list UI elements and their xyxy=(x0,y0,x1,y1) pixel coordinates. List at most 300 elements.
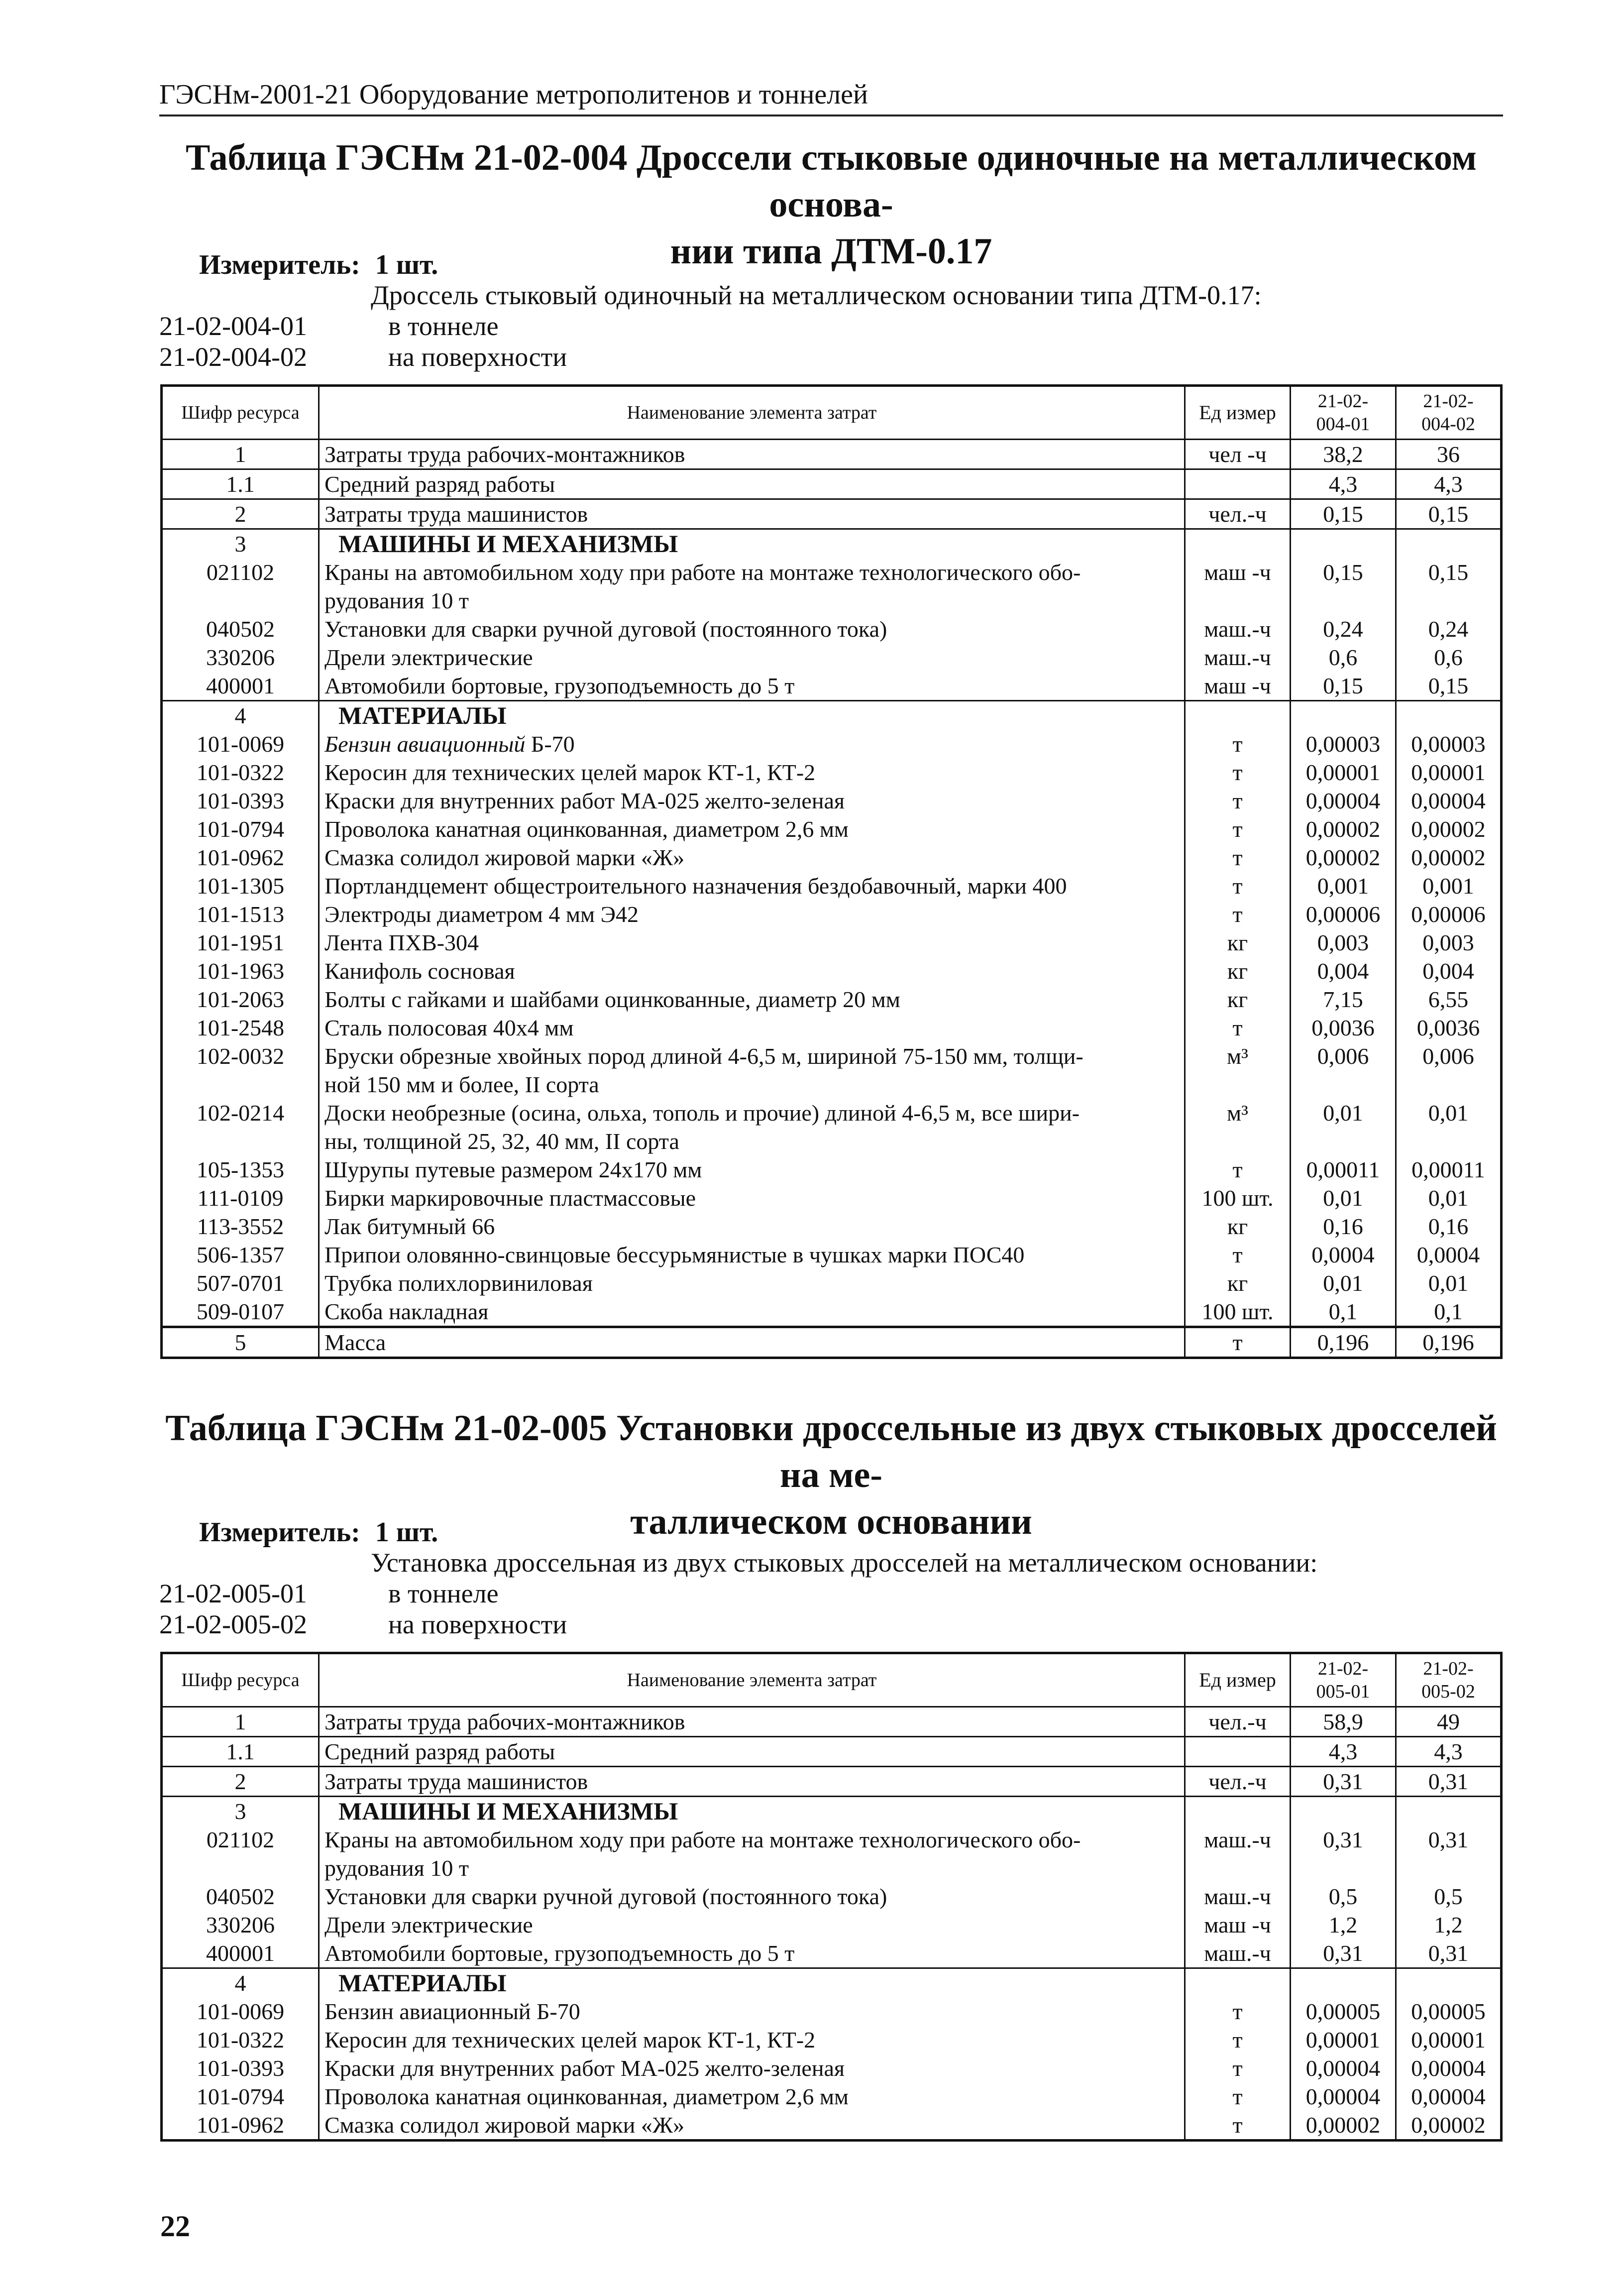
table1-row xyxy=(162,701,1502,730)
table2-cell-variant-2: 0,31 xyxy=(1396,1825,1502,1882)
table1-row xyxy=(162,985,1502,1014)
table1-row xyxy=(162,1212,1502,1241)
table1-header-variant-1-a: 21-02- xyxy=(1317,391,1369,412)
table1-cell-variant-2: 0,003 xyxy=(1396,928,1502,957)
table1-cell-code: 1 xyxy=(162,440,319,469)
table2-cell-name-text: МАТЕРИАЛЫ xyxy=(338,1969,507,1997)
table1-title-line1: Таблица ГЭСНм 21-02-004 Дроссели стыковые одиночные на металлическом основа- xyxy=(185,137,1477,225)
table1-cell-name xyxy=(319,900,1185,928)
table2-variant-2 xyxy=(159,1609,567,1640)
table1-cell-code: 506-1357 xyxy=(162,1241,319,1269)
table1-cell-name-text: Масса xyxy=(325,1330,386,1355)
table1-cell-name-text: Бруски обрезные хвойных пород длиной 4-6,5 м, шириной 75-150 мм, толщи- xyxy=(325,1043,1083,1069)
table1-cell-code: 040502 xyxy=(162,615,319,643)
table1-cell-code: 101-0794 xyxy=(162,815,319,843)
table1-row xyxy=(162,928,1502,957)
table2-cell-variant-2: 0,31 xyxy=(1396,1767,1502,1797)
table1-variant-1-text: в тоннеле xyxy=(388,311,499,341)
table1-cell-name xyxy=(319,615,1185,643)
table1-row xyxy=(162,529,1502,559)
table1-cell-name xyxy=(319,499,1185,529)
table1-cell-code: 2 xyxy=(162,499,319,529)
table1-row xyxy=(162,1184,1502,1212)
table1-cell-name-cont: ны, толщиной 25, 32, 40 мм, II сорта xyxy=(325,1129,679,1154)
table1-row xyxy=(162,758,1502,787)
table2-header-variant-2-a: 21-02- xyxy=(1423,1658,1474,1679)
table1-cell-name xyxy=(319,672,1185,701)
table2-cell-name xyxy=(319,1767,1185,1797)
table1-cell-code: 330206 xyxy=(162,643,319,672)
table1-row xyxy=(162,1042,1502,1099)
table2-cell-variant-1: 58,9 xyxy=(1291,1707,1396,1737)
table1-cell-code: 5 xyxy=(162,1327,319,1358)
table2-cell-name xyxy=(319,1825,1185,1882)
table2-cell-name xyxy=(319,1968,1185,1998)
table1-cell-name xyxy=(319,787,1185,815)
table2-cell-variant-2: 0,31 xyxy=(1396,1939,1502,1968)
table1-cell-variant-1: 0,15 xyxy=(1291,672,1396,701)
table1-row xyxy=(162,1014,1502,1042)
table1-cell-variant-2: 0,00001 xyxy=(1396,758,1502,787)
table1-cell-unit xyxy=(1185,701,1291,730)
table1-cell-variant-2: 0,00003 xyxy=(1396,730,1502,758)
table2-cell-name-text: Затраты труда рабочих-монтажников xyxy=(325,1709,685,1734)
table1-cell-unit: маш.-ч xyxy=(1185,615,1291,643)
table2-cell-variant-1: 0,31 xyxy=(1291,1825,1396,1882)
table2-cell-code: 101-0962 xyxy=(162,2111,319,2141)
table2-cell-code: 101-0393 xyxy=(162,2054,319,2082)
table1-cell-variant-1: 0,00004 xyxy=(1291,787,1396,815)
table2-cell-variant-1: 0,00004 xyxy=(1291,2082,1396,2111)
table1-cell-variant-1: 7,15 xyxy=(1291,985,1396,1014)
table1-cell-name-text: Автомобили бортовые, грузоподъемность до 5 т xyxy=(325,673,795,698)
table2-cell-variant-1 xyxy=(1291,1968,1396,1998)
table1-cell-unit: т xyxy=(1185,1241,1291,1269)
table1-cell-unit: кг xyxy=(1185,1212,1291,1241)
table2-variant-1-code: 21-02-005-01 xyxy=(159,1579,307,1608)
table1-row xyxy=(162,1327,1502,1358)
table2-cell-unit: чел.-ч xyxy=(1185,1767,1291,1797)
table1-cell-variant-2: 0,00004 xyxy=(1396,787,1502,815)
table2-header-variant-1 xyxy=(1291,1653,1396,1707)
table1-row xyxy=(162,499,1502,529)
table1-row xyxy=(162,1269,1502,1297)
table1-header-variant-1-b: 004-01 xyxy=(1316,414,1370,435)
table2-row xyxy=(162,2111,1502,2141)
table2-cell-unit: чел.-ч xyxy=(1185,1707,1291,1737)
table1-cell-name xyxy=(319,1184,1185,1212)
table1-cell-name-text: Краски для внутренних работ МА-025 желто-зеленая xyxy=(325,788,845,813)
table1-cell-unit: м³ xyxy=(1185,1099,1291,1155)
table1-header-variant-2-b: 004-02 xyxy=(1421,414,1475,435)
table2-row xyxy=(162,1882,1502,1911)
table1-header-code: Шифр ресурса xyxy=(162,386,319,440)
table1-cell-name-text: Керосин для технических целей марок КТ-1, КТ-2 xyxy=(325,760,816,785)
table2-meter-value: 1 шт. xyxy=(375,1517,438,1548)
table1-cell-variant-1 xyxy=(1291,701,1396,730)
table2-cell-variant-2: 0,00005 xyxy=(1396,1997,1502,2026)
table2-cell-variant-2: 49 xyxy=(1396,1707,1502,1737)
table1-header-variant-2-a: 21-02- xyxy=(1423,391,1474,412)
table1-cell-name xyxy=(319,928,1185,957)
table1-cell-unit: кг xyxy=(1185,957,1291,985)
table1-cell-name-text: Трубка полихлорвиниловая xyxy=(325,1270,593,1296)
table1-cell-variant-2: 0,004 xyxy=(1396,957,1502,985)
table2-cell-code: 040502 xyxy=(162,1882,319,1911)
table2-cell-variant-2 xyxy=(1396,1797,1502,1826)
table1-cell-variant-2: 0,15 xyxy=(1396,672,1502,701)
table1-cell-variant-1: 4,3 xyxy=(1291,469,1396,499)
table2-body xyxy=(162,1707,1502,2141)
table1-cell-unit: кг xyxy=(1185,985,1291,1014)
table1-intro: Дроссель стыковый одиночный на металлическом основании типа ДТМ-0.17: xyxy=(371,280,1262,310)
table1-cell-code: 102-0032 xyxy=(162,1042,319,1099)
table2-cell-name xyxy=(319,1997,1185,2026)
table2-cell-unit: маш -ч xyxy=(1185,1911,1291,1939)
table1-grid xyxy=(160,384,1503,1359)
table1-cell-name-text: Смазка солидол жировой марки «Ж» xyxy=(325,845,685,870)
table2-cell-variant-1: 0,00004 xyxy=(1291,2054,1396,2082)
table2-variant-2-code: 21-02-005-02 xyxy=(159,1609,307,1639)
table2-cell-variant-1: 1,2 xyxy=(1291,1911,1396,1939)
table1-cell-variant-1: 0,001 xyxy=(1291,872,1396,900)
table1-cell-name-italic: Бензин авиационный xyxy=(325,731,526,757)
table1-cell-name-text: Канифоль сосновая xyxy=(325,958,515,984)
table2-meter xyxy=(199,1516,438,1548)
table2-meter-label: Измеритель: xyxy=(199,1517,360,1548)
table2-cell-variant-2: 0,00002 xyxy=(1396,2111,1502,2141)
table2-cell-unit: маш.-ч xyxy=(1185,1882,1291,1911)
table1-cell-name xyxy=(319,957,1185,985)
table2-cell-variant-2: 1,2 xyxy=(1396,1911,1502,1939)
table1-cell-name-text: МАТЕРИАЛЫ xyxy=(338,701,507,729)
table1-cell-unit: т xyxy=(1185,815,1291,843)
table1-cell-name xyxy=(319,529,1185,559)
table2-header-variant-2-b: 005-02 xyxy=(1421,1681,1475,1702)
table1-cell-unit: т xyxy=(1185,758,1291,787)
table1-cell-name-text: Портландцемент общестроительного назначения бездобавочный, марки 400 xyxy=(325,873,1067,899)
table1-cell-variant-2: 0,16 xyxy=(1396,1212,1502,1241)
table2-cell-code: 3 xyxy=(162,1797,319,1826)
table1-cell-variant-2: 0,006 xyxy=(1396,1042,1502,1099)
table1-cell-variant-2: 0,00011 xyxy=(1396,1155,1502,1184)
table1-cell-code: 101-1951 xyxy=(162,928,319,957)
table2-row xyxy=(162,1825,1502,1882)
table2-intro: Установка дроссельная из двух стыковых дросселей на металлическом основании: xyxy=(371,1548,1318,1578)
table2-cell-code: 1 xyxy=(162,1707,319,1737)
table1-cell-code: 4 xyxy=(162,701,319,730)
table1-cell-name-text: Проволока канатная оцинкованная, диаметром 2,6 мм xyxy=(325,816,849,842)
table2-cell-code: 400001 xyxy=(162,1939,319,1968)
table1-row xyxy=(162,1297,1502,1327)
table1-row xyxy=(162,1099,1502,1155)
table2-cell-name-text: Средний разряд работы xyxy=(325,1739,555,1764)
table2-header-code: Шифр ресурса xyxy=(162,1653,319,1707)
table1-cell-variant-2: 0,00002 xyxy=(1396,815,1502,843)
table1-cell-unit: маш -ч xyxy=(1185,558,1291,615)
table1-cell-variant-2: 0,01 xyxy=(1396,1269,1502,1297)
table1-cell-code: 102-0214 xyxy=(162,1099,319,1155)
table1-cell-name-text: Болты с гайками и шайбами оцинкованные, диаметр 20 мм xyxy=(325,987,900,1012)
table1-cell-variant-2: 36 xyxy=(1396,440,1502,469)
table2-row xyxy=(162,2082,1502,2111)
table1-cell-variant-2: 0,0004 xyxy=(1396,1241,1502,1269)
table1-variant-2-code: 21-02-004-02 xyxy=(159,342,307,372)
table1-cell-name-text: Электроды диаметром 4 мм Э42 xyxy=(325,902,639,927)
table1-variant-2 xyxy=(159,342,567,372)
table1-cell-code: 113-3552 xyxy=(162,1212,319,1241)
table1-title-line2: нии типа ДТМ-0.17 xyxy=(670,231,992,272)
table1-cell-variant-1 xyxy=(1291,529,1396,559)
table1-cell-name-text: Лента ПХВ-304 xyxy=(325,930,479,955)
table2-header-unit: Ед измер xyxy=(1185,1653,1291,1707)
table1-cell-variant-2: 0,1 xyxy=(1396,1297,1502,1327)
table1-meter xyxy=(199,249,438,281)
table2-row xyxy=(162,1997,1502,2026)
table2-cell-variant-1: 0,5 xyxy=(1291,1882,1396,1911)
table1-cell-name xyxy=(319,872,1185,900)
table2-row xyxy=(162,2054,1502,2082)
table2-row xyxy=(162,1737,1502,1767)
table1-cell-unit: 100 шт. xyxy=(1185,1184,1291,1212)
table1-cell-variant-2: 0,001 xyxy=(1396,872,1502,900)
table2-cell-name-text: Краски для внутренних работ МА-025 желто-зеленая xyxy=(325,2055,845,2081)
table1-cell-variant-1: 0,003 xyxy=(1291,928,1396,957)
table1-meter-label: Измеритель: xyxy=(199,249,360,280)
table1-cell-variant-1: 0,196 xyxy=(1291,1327,1396,1358)
table1-cell-name xyxy=(319,815,1185,843)
table1-row xyxy=(162,615,1502,643)
table1-row xyxy=(162,1155,1502,1184)
table1-cell-variant-1: 0,16 xyxy=(1291,1212,1396,1241)
table2-cell-variant-2: 0,00001 xyxy=(1396,2026,1502,2054)
table1-cell-unit: т xyxy=(1185,1155,1291,1184)
table2-cell-name xyxy=(319,2054,1185,2082)
table1-cell-variant-2: 0,15 xyxy=(1396,558,1502,615)
table1-cell-variant-1: 0,01 xyxy=(1291,1184,1396,1212)
table2-cell-unit: т xyxy=(1185,2026,1291,2054)
table1-row xyxy=(162,643,1502,672)
table1-cell-name xyxy=(319,1014,1185,1042)
table2-cell-unit: маш.-ч xyxy=(1185,1825,1291,1882)
table1-cell-name xyxy=(319,469,1185,499)
table2-cell-name-text: Смазка солидол жировой марки «Ж» xyxy=(325,2112,685,2138)
table2-variant-1 xyxy=(159,1578,499,1609)
table2-grid xyxy=(160,1652,1503,2142)
table1-cell-variant-2 xyxy=(1396,701,1502,730)
table1-header-name: Наименование элемента затрат xyxy=(319,386,1185,440)
table2-title-line1: Таблица ГЭСНм 21-02-005 Установки дроссельные из двух стыковых дросселей на ме- xyxy=(165,1408,1497,1495)
table1-cell-code: 101-0069 xyxy=(162,730,319,758)
table2-cell-variant-2: 0,00004 xyxy=(1396,2082,1502,2111)
table2-header-variant-2 xyxy=(1396,1653,1502,1707)
table2-row xyxy=(162,1767,1502,1797)
table1-cell-name xyxy=(319,730,1185,758)
table1-cell-unit: т xyxy=(1185,787,1291,815)
table1-cell-code: 101-1963 xyxy=(162,957,319,985)
table1-row xyxy=(162,815,1502,843)
table1-cell-code: 021102 xyxy=(162,558,319,615)
table1-variant-2-text: на поверхности xyxy=(388,342,567,372)
table1-cell-name xyxy=(319,1327,1185,1358)
table1-cell-variant-1: 0,00006 xyxy=(1291,900,1396,928)
table2-header-variant-1-b: 005-01 xyxy=(1316,1681,1370,1702)
table2-cell-variant-2: 0,00004 xyxy=(1396,2054,1502,2082)
table2-cell-variant-1: 0,00001 xyxy=(1291,2026,1396,2054)
table2-row xyxy=(162,1968,1502,1998)
table2-cell-name-text: Керосин для технических целей марок КТ-1, КТ-2 xyxy=(325,2027,816,2052)
table1-cell-unit: т xyxy=(1185,900,1291,928)
table1-cell-name xyxy=(319,758,1185,787)
table1-cell-variant-2: 0,15 xyxy=(1396,499,1502,529)
table1-row xyxy=(162,957,1502,985)
table1-variant-1 xyxy=(159,311,499,342)
table2-cell-unit xyxy=(1185,1797,1291,1826)
table2-cell-name xyxy=(319,2111,1185,2141)
table1-cell-code: 507-0701 xyxy=(162,1269,319,1297)
table2-cell-code: 101-0794 xyxy=(162,2082,319,2111)
table1-cell-name-text: Скоба накладная xyxy=(325,1299,489,1324)
table1-cell-variant-2: 0,00006 xyxy=(1396,900,1502,928)
table1-cell-variant-2 xyxy=(1396,529,1502,559)
table1-cell-name-text: Припои оловянно-свинцовые бессурьмянистые в чушках марки ПОС40 xyxy=(325,1242,1025,1267)
table1-header-row xyxy=(162,386,1502,440)
table1-cell-unit: т xyxy=(1185,1327,1291,1358)
table2-header-variant-1-a: 21-02- xyxy=(1317,1658,1369,1679)
table2-header-row xyxy=(162,1653,1502,1707)
table2-cell-variant-1: 0,00005 xyxy=(1291,1997,1396,2026)
table2-cell-variant-1: 0,00002 xyxy=(1291,2111,1396,2141)
table2-cell-code: 1.1 xyxy=(162,1737,319,1767)
table1-cell-name xyxy=(319,1241,1185,1269)
table1-cell-variant-2: 0,0036 xyxy=(1396,1014,1502,1042)
table2-cell-name xyxy=(319,1882,1185,1911)
table2-row xyxy=(162,1911,1502,1939)
table2-cell-code: 2 xyxy=(162,1767,319,1797)
table1-row xyxy=(162,469,1502,499)
table2-cell-name xyxy=(319,1707,1185,1737)
table2-cell-name-text: Бензин авиационный Б-70 xyxy=(325,1999,580,2024)
table2-variant-1-text: в тоннеле xyxy=(388,1579,499,1608)
table1-cell-code: 101-0962 xyxy=(162,843,319,872)
table1-cell-variant-1: 0,01 xyxy=(1291,1269,1396,1297)
table1-cell-name xyxy=(319,1269,1185,1297)
table2-cell-unit: маш.-ч xyxy=(1185,1939,1291,1968)
table2-cell-code: 330206 xyxy=(162,1911,319,1939)
table1-cell-variant-2: 0,6 xyxy=(1396,643,1502,672)
table1-row xyxy=(162,787,1502,815)
table1-cell-code: 111-0109 xyxy=(162,1184,319,1212)
table1-cell-variant-1: 0,15 xyxy=(1291,558,1396,615)
table1-cell-code: 101-2063 xyxy=(162,985,319,1014)
table1-cell-variant-1: 0,15 xyxy=(1291,499,1396,529)
table1-cell-name-text: Затраты труда рабочих-монтажников xyxy=(325,442,685,467)
table2-variant-2-text: на поверхности xyxy=(388,1609,567,1639)
table1-cell-variant-1: 0,1 xyxy=(1291,1297,1396,1327)
table2-cell-name xyxy=(319,2082,1185,2111)
table2-cell-name-text: Дрели электрические xyxy=(325,1912,533,1937)
table1-row xyxy=(162,558,1502,615)
table1-cell-unit: 100 шт. xyxy=(1185,1297,1291,1327)
table1-row xyxy=(162,872,1502,900)
table1-row xyxy=(162,900,1502,928)
table1-cell-name-text: Дрели электрические xyxy=(325,645,533,670)
table1-body xyxy=(162,440,1502,1358)
table1-cell-name xyxy=(319,1155,1185,1184)
table1-cell-variant-2: 0,24 xyxy=(1396,615,1502,643)
table2-cell-unit: т xyxy=(1185,2054,1291,2082)
table1-cell-unit: т xyxy=(1185,872,1291,900)
table1-cell-variant-1: 38,2 xyxy=(1291,440,1396,469)
table2-row xyxy=(162,2026,1502,2054)
running-header: ГЭСНм-2001-21 Оборудование метрополитенов и тоннелей xyxy=(159,75,1503,116)
table1-cell-variant-1: 0,24 xyxy=(1291,615,1396,643)
table1-cell-variant-2: 0,01 xyxy=(1396,1184,1502,1212)
table1-cell-unit: маш -ч xyxy=(1185,672,1291,701)
table1-header-variant-1 xyxy=(1291,386,1396,440)
table1-cell-name-text: Краны на автомобильном ходу при работе на монтаже технологического обо- xyxy=(325,560,1081,585)
table2-cell-name-text: Краны на автомобильном ходу при работе на монтаже технологического обо- xyxy=(325,1827,1081,1852)
table2-row xyxy=(162,1707,1502,1737)
table1-header-variant-2 xyxy=(1396,386,1502,440)
table2-row xyxy=(162,1939,1502,1968)
table1-cell-variant-1: 0,00003 xyxy=(1291,730,1396,758)
table2-header-name: Наименование элемента затрат xyxy=(319,1653,1185,1707)
table2-cell-name-cont: рудования 10 т xyxy=(325,1855,469,1881)
table1-cell-name-text: Доски необрезные (осина, ольха, тополь и прочие) длиной 4-6,5 м, все шири- xyxy=(325,1100,1080,1126)
table1-cell-variant-2: 4,3 xyxy=(1396,469,1502,499)
table2-cell-name xyxy=(319,1797,1185,1826)
table1-cell-code: 509-0107 xyxy=(162,1297,319,1327)
table2-cell-unit: т xyxy=(1185,1997,1291,2026)
table1-cell-code: 101-2548 xyxy=(162,1014,319,1042)
table1-cell-name xyxy=(319,558,1185,615)
table1-cell-name xyxy=(319,1099,1185,1155)
table1-cell-name xyxy=(319,440,1185,469)
table1-cell-name xyxy=(319,843,1185,872)
table1-cell-variant-2: 6,55 xyxy=(1396,985,1502,1014)
table2-cell-unit xyxy=(1185,1968,1291,1998)
table1-cell-variant-2: 0,01 xyxy=(1396,1099,1502,1155)
table1-cell-unit: чел.-ч xyxy=(1185,499,1291,529)
table1-cell-name-text: Средний разряд работы xyxy=(325,471,555,497)
table2-cell-unit: т xyxy=(1185,2082,1291,2111)
table1-cell-name-text: Сталь полосовая 40х4 мм xyxy=(325,1015,574,1040)
table2-cell-variant-1: 0,31 xyxy=(1291,1767,1396,1797)
table1-header-unit: Ед измер xyxy=(1185,386,1291,440)
table1-cell-unit xyxy=(1185,469,1291,499)
table1-cell-variant-1: 0,0036 xyxy=(1291,1014,1396,1042)
table1-cell-name-cont: ной 150 мм и более, II сорта xyxy=(325,1072,599,1097)
table1-cell-unit: т xyxy=(1185,730,1291,758)
table1-cell-unit: т xyxy=(1185,1014,1291,1042)
table1-cell-unit: чел -ч xyxy=(1185,440,1291,469)
table1-meter-value: 1 шт. xyxy=(375,249,438,280)
table1-cell-unit: маш.-ч xyxy=(1185,643,1291,672)
table1-cell-code: 101-0322 xyxy=(162,758,319,787)
table1-cell-name-text: Установки для сварки ручной дуговой (постоянного тока) xyxy=(325,616,887,642)
table2-cell-name-text: Проволока канатная оцинкованная, диаметром 2,6 мм xyxy=(325,2084,849,2109)
table1-cell-name xyxy=(319,1042,1185,1099)
table1-row xyxy=(162,730,1502,758)
table1-row xyxy=(162,672,1502,701)
table1-cell-name xyxy=(319,1212,1185,1241)
table2-cell-variant-2: 0,5 xyxy=(1396,1882,1502,1911)
table2-cell-name-text: Затраты труда машинистов xyxy=(325,1769,588,1794)
table1-cell-code: 105-1353 xyxy=(162,1155,319,1184)
table1-cell-variant-1: 0,00002 xyxy=(1291,815,1396,843)
table1-cell-code: 400001 xyxy=(162,672,319,701)
